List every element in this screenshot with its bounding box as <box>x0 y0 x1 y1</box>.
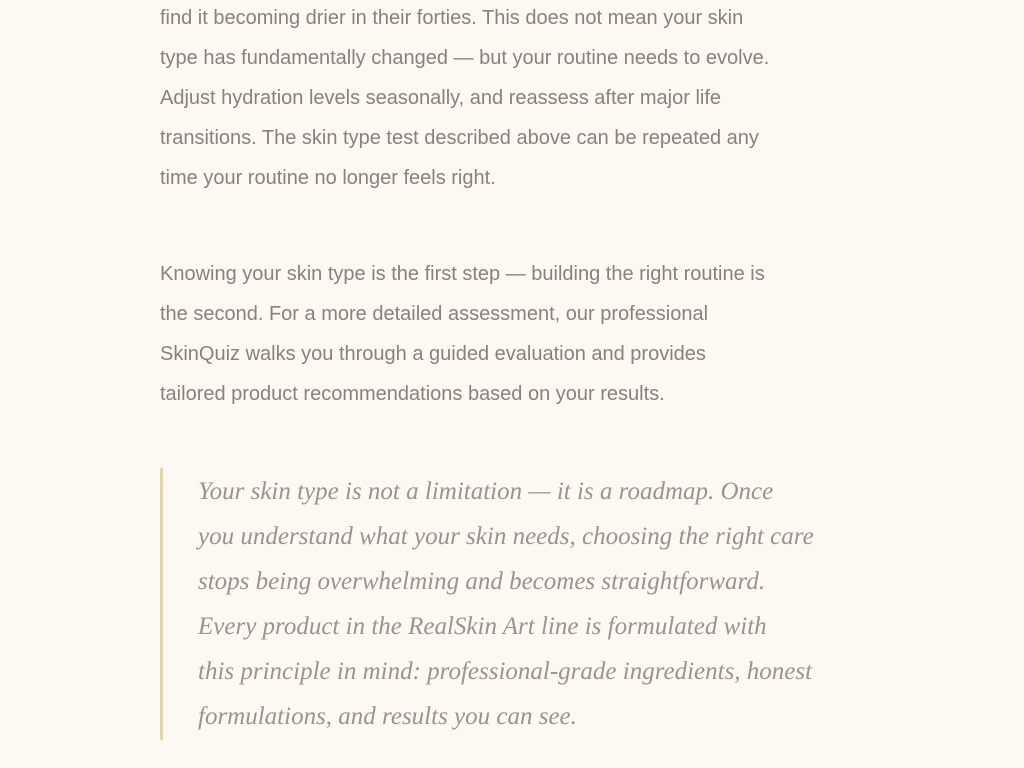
text-line: tailored product recommendations based on your results. <box>160 383 665 405</box>
text-line: the second. For a more detailed assessment, our professional <box>160 303 709 325</box>
body-paragraph <box>160 254 900 414</box>
quote-line: Your skin type is not a limitation — it is a roadmap. Once <box>198 478 774 505</box>
text-line: Knowing your skin type is the first step — building the right routine is <box>160 263 765 285</box>
quote-line: you understand what your skin needs, choosing the right care <box>198 523 814 550</box>
quote-line: stops being overwhelming and becomes straightforward. <box>198 568 766 595</box>
quote-line: formulations, and results you can see. <box>198 703 577 730</box>
body-paragraph <box>160 0 900 198</box>
text-line: Adjust hydration levels seasonally, and reassess after major life <box>160 87 722 109</box>
text-line: SkinQuiz walks you through a guided evaluation and provides <box>160 343 706 365</box>
text-line: find it becoming drier in their forties. This does not mean your skin <box>160 7 744 29</box>
article-content <box>160 0 900 740</box>
quote-line: this principle in mind: professional-grade ingredients, honest <box>198 658 813 685</box>
pull-quote <box>160 468 900 740</box>
quote-line: Every product in the RealSkin Art line is formulated with <box>198 613 767 640</box>
text-line: time your routine no longer feels right. <box>160 167 496 189</box>
text-line: type has fundamentally changed — but your routine needs to evolve. <box>160 47 770 69</box>
text-line: transitions. The skin type test described above can be repeated any <box>160 127 759 149</box>
